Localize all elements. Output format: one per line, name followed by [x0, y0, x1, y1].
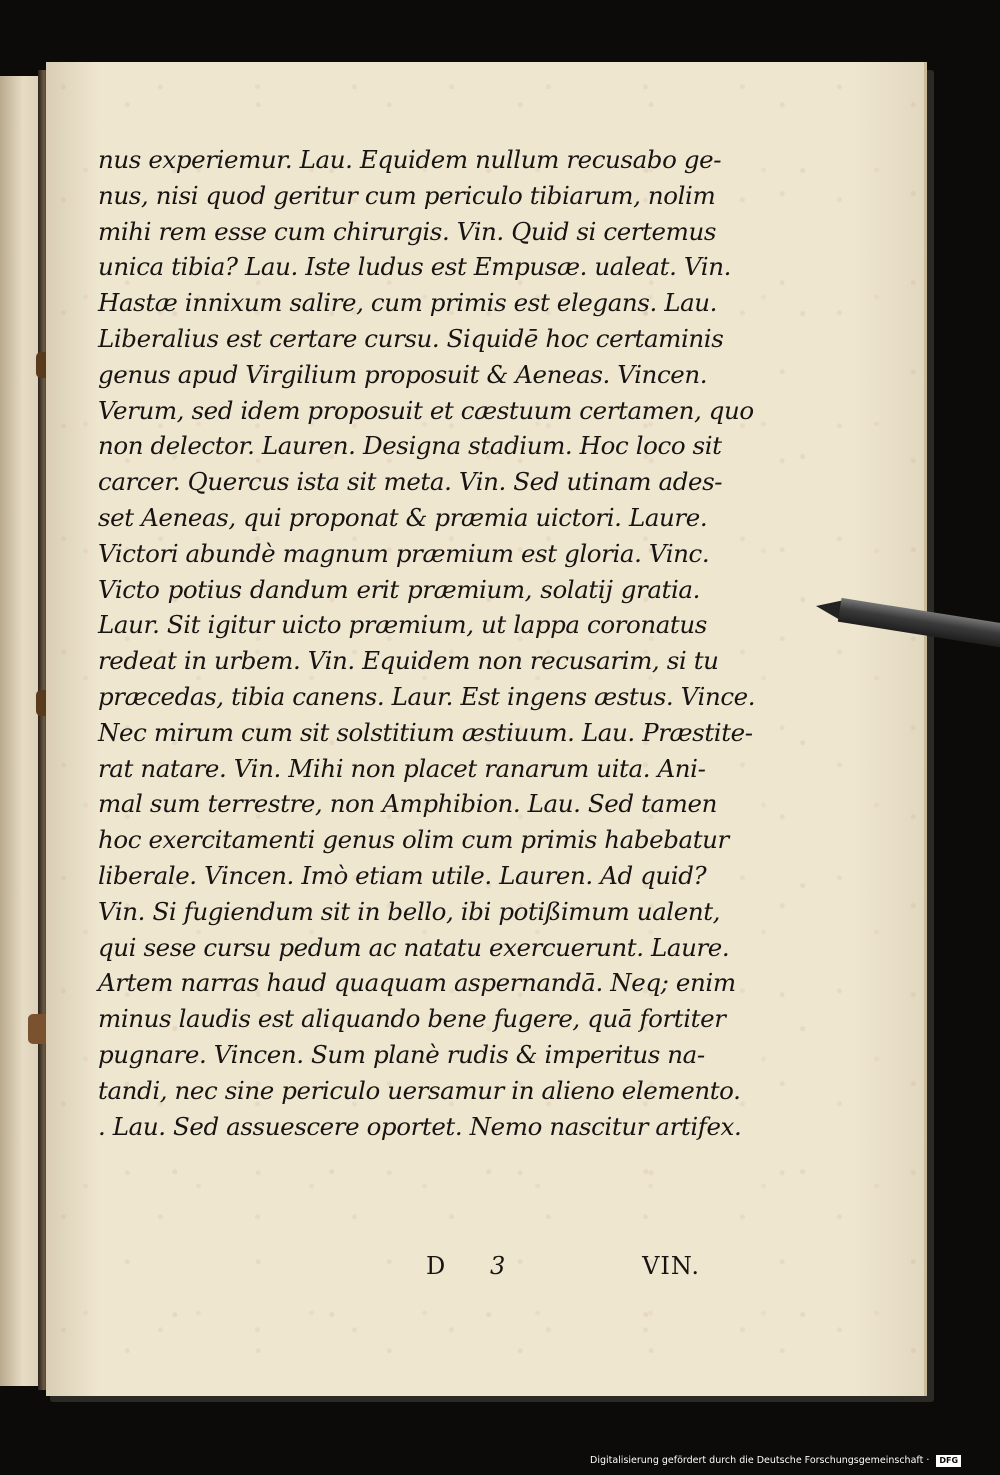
text-line: genus apud Virgilium proposuit & Aeneas. Vincen.	[98, 359, 708, 389]
text-line: pugnare. Vincen. Sum planè rudis & imperitus na-	[98, 1039, 705, 1069]
text-line: Laur. Sit igitur uicto præmium, ut lappa coronatus	[98, 610, 707, 640]
text-line: minus laudis est aliquando bene fugere, quā fortiter	[98, 1004, 726, 1034]
text-line: . Lau. Sed assuescere oportet. Nemo nascitur artifex.	[98, 1111, 742, 1141]
text-line: Verum, sed idem proposuit et cæstuum certamen, quo	[98, 395, 754, 425]
signature-mark: D	[426, 1252, 446, 1280]
text-line: redeat in urbem. Vin. Equidem non recusarim, si tu	[98, 646, 719, 676]
text-line: præcedas, tibia canens. Laur. Est ingens æstus. Vince.	[98, 681, 756, 711]
text-line: Liberalius est certare cursu. Siquidē hoc certaminis	[98, 323, 724, 353]
signature-number: 3	[490, 1252, 506, 1280]
page-text-block	[98, 142, 756, 1144]
text-line: Artem narras haud quaquam aspernandā. Neq; enim	[98, 968, 736, 998]
catchword: VIN.	[642, 1252, 700, 1280]
text-line: rat natare. Vin. Mihi non placet ranarum uita. Ani-	[98, 753, 706, 783]
text-line: qui sese cursu pedum ac natatu exercuerunt. Laure.	[98, 932, 730, 962]
dfg-logo: DFG	[936, 1455, 961, 1467]
text-line: Victo potius dandum erit præmium, solatij gratia.	[98, 574, 700, 604]
text-line: nus, nisi quod geritur cum periculo tibiarum, nolim	[98, 180, 716, 210]
text-line: nus experiemur. Lau. Equidem nullum recusabo ge-	[98, 145, 722, 174]
text-line: hoc exercitamenti genus olim cum primis habebatur	[98, 825, 729, 855]
text-line: liberale. Vincen. Imò etiam utile. Lauren. Ad quid?	[98, 860, 707, 890]
text-line: non delector. Lauren. Designa stadium. Hoc loco sit	[98, 431, 722, 461]
text-line: tandi, nec sine periculo uersamur in alieno elemento.	[98, 1075, 741, 1105]
text-line: Vin. Si fugiendum sit in bello, ibi potißimum ualent,	[98, 896, 721, 926]
text-line: mal sum terrestre, non Amphibion. Lau. Sed tamen	[98, 789, 717, 819]
page-footer-line	[420, 1252, 700, 1288]
text-line: unica tibia? Lau. Iste ludus est Empusæ. ualeat. Vin.	[98, 252, 731, 282]
digitization-credit	[590, 1452, 961, 1470]
text-line: Hastæ innixum salire, cum primis est elegans. Lau.	[98, 288, 718, 318]
text-line: Nec mirum cum sit solstitium æstiuum. Lau. Præstite-	[98, 717, 753, 747]
credit-text: Digitalisierung gefördert durch die Deutsche Forschungsgemeinschaft ·	[590, 1455, 930, 1466]
text-line: carcer. Quercus ista sit meta. Vin. Sed utinam ades-	[98, 467, 723, 497]
text-line: mihi rem esse cum chirurgis. Vin. Quid si certemus	[98, 216, 717, 246]
text-line: Victori abundè magnum præmium est gloria. Vinc.	[98, 538, 710, 568]
text-line: set Aeneas, qui proponat & præmia uictori. Laure.	[98, 502, 708, 532]
